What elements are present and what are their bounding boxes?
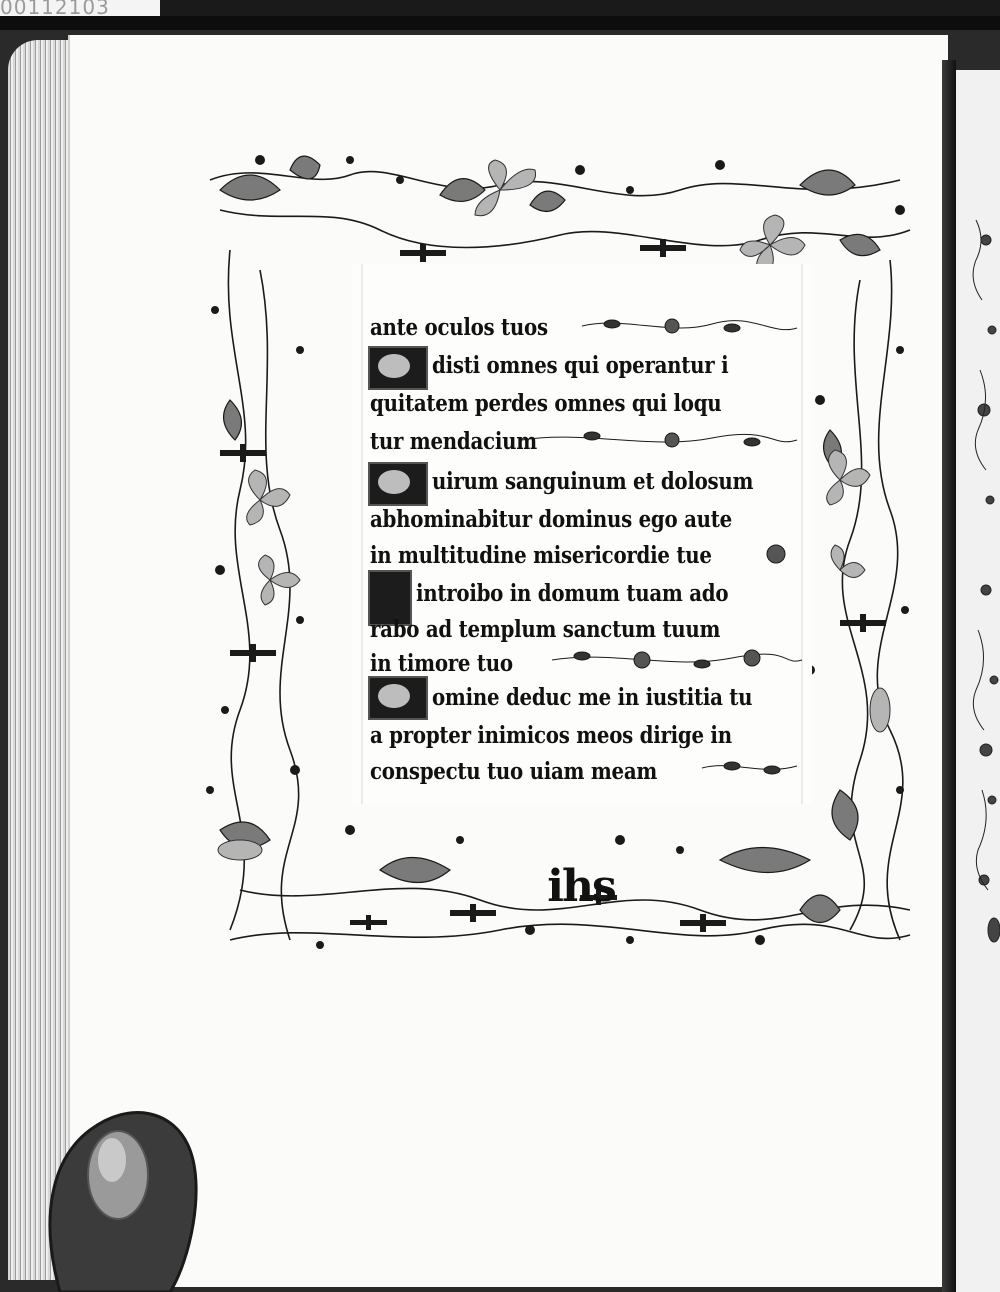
- text-line-12: a propter inimicos meos dirige in: [370, 722, 732, 749]
- reader-thumb: [0, 960, 220, 1292]
- text-line-9: rabo ad templum sanctum tuum: [370, 616, 721, 643]
- text-line-7: in multitudine misericordie tue: [370, 542, 712, 569]
- text-block: [352, 264, 812, 804]
- text-line-6: abhominabitur dominus ego aute: [370, 506, 732, 533]
- text-line-8: introibo in domum tuam ado: [416, 580, 729, 607]
- text-line-5: uirum sanguinum et dolosum: [432, 468, 754, 495]
- text-line-13: conspectu tuo uiam meam: [370, 758, 658, 785]
- text-line-11: omine deduc me in iustitia tu: [432, 684, 753, 711]
- ihs-monogram: ihs: [547, 861, 615, 912]
- text-line-3: quitatem perdes omnes qui loqu: [370, 390, 722, 417]
- facing-page-edge: [956, 70, 1000, 1292]
- text-line-2: disti omnes qui operantur i: [432, 352, 729, 379]
- text-line-1: ante oculos tuos: [370, 314, 548, 341]
- book-gutter: [942, 60, 956, 1292]
- text-line-4: tur mendacium: [370, 428, 537, 455]
- text-line-10: in timore tuo: [370, 650, 513, 677]
- archive-reference-number: 00112103: [0, 0, 160, 16]
- facing-page-border-fragment: [956, 70, 1000, 1292]
